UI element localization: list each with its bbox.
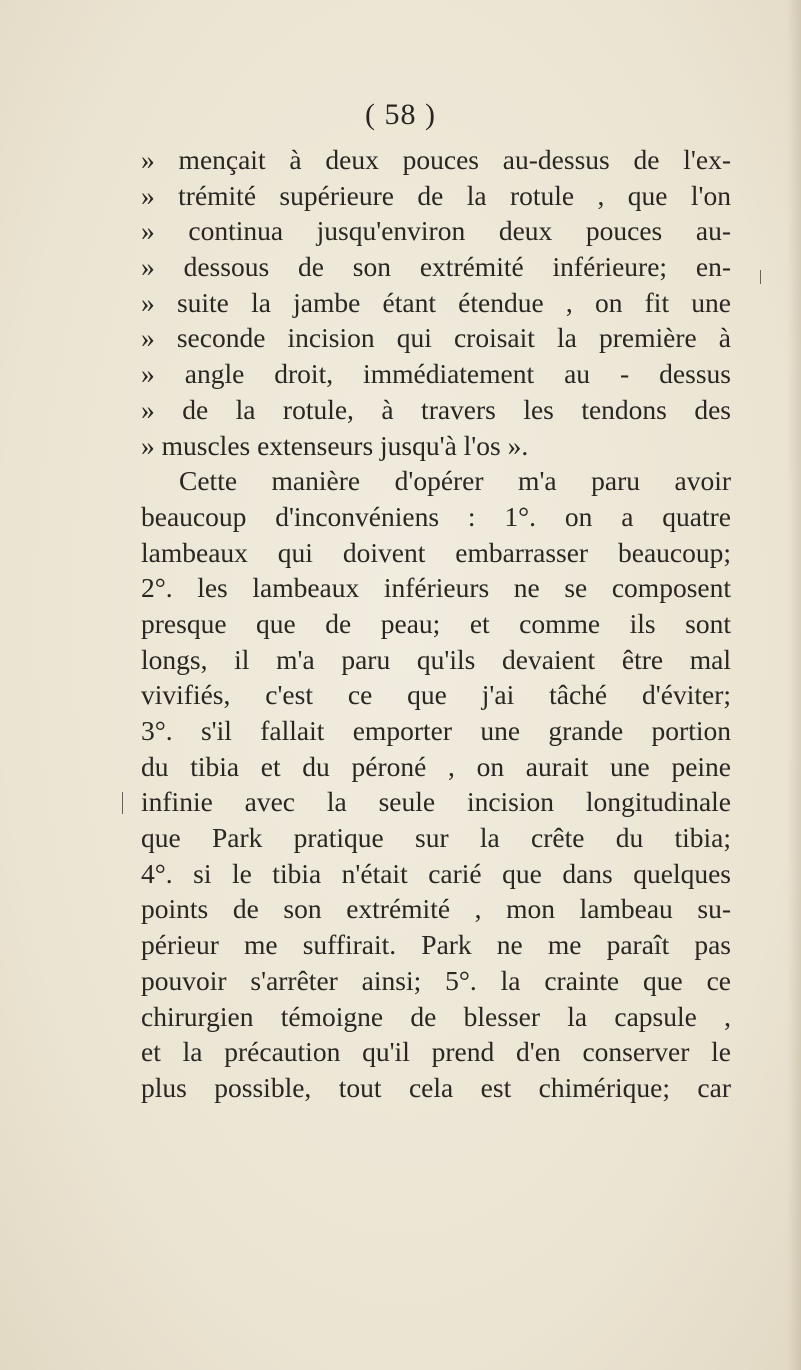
margin-mark [760,270,761,284]
text-line: 2°. les lambeaux inférieurs ne se composent [141,572,731,604]
text-line: plus possible, tout cela est chimérique; car [141,1071,731,1103]
text-line: périeur me suffirait. Park ne me paraît pas [141,929,731,961]
text-line: longs, il m'a paru qu'ils devaient être mal [141,643,731,675]
margin-mark [122,792,123,814]
text-line: » trémité supérieure de la rotule , que l'on [141,179,731,211]
page-edge-shadow [787,0,801,1370]
text-line: » muscles extenseurs jusqu'à l'os ». [141,429,529,461]
text-line: » mençait à deux pouces au-dessus de l'ex- [141,144,731,175]
text-line: infinie avec la seule incision longitudinale [141,786,731,818]
text-line: vivifiés, c'est ce que j'ai tâché d'éviter; [141,679,731,711]
text-line: » dessous de son extrémité inférieure; en- [141,251,731,283]
text-line: du tibia et du péroné , on aurait une peine [141,750,731,782]
text-line: que Park pratique sur la crête du tibia; [141,822,731,854]
text-line: chirurgien témoigne de blesser la capsule , [141,1000,731,1032]
text-line: lambeaux qui doivent embarrasser beaucoup; [141,536,731,568]
text-line: presque que de peau; et comme ils sont [141,607,731,639]
text-line: beaucoup d'inconvéniens : 1°. on a quatre [141,500,731,532]
text-line: » continua jusqu'environ deux pouces au- [141,215,731,247]
text-line: pouvoir s'arrêter ainsi; 5°. la crainte que ce [141,964,731,996]
text-line: points de son extrémité , mon lambeau su- [141,893,731,925]
text-line: » suite la jambe étant étendue , on fit une [141,286,731,318]
text-line: » seconde incision qui croisait la première à [141,322,731,354]
text-line: 4°. si le tibia n'était carié que dans quelques [141,857,731,889]
page-number: ( 58 ) [365,98,436,131]
paragraph-first-line: Cette manière d'opérer m'a paru avoir [179,465,731,497]
text-line: 3°. s'il fallait emporter une grande portion [141,715,731,746]
text-line: et la précaution qu'il prend d'en conserver le [141,1036,731,1068]
text-line: » de la rotule, à travers les tendons des [141,393,731,425]
body-text [141,142,731,1106]
text-line: » angle droit, immédiatement au - dessus [141,358,731,390]
